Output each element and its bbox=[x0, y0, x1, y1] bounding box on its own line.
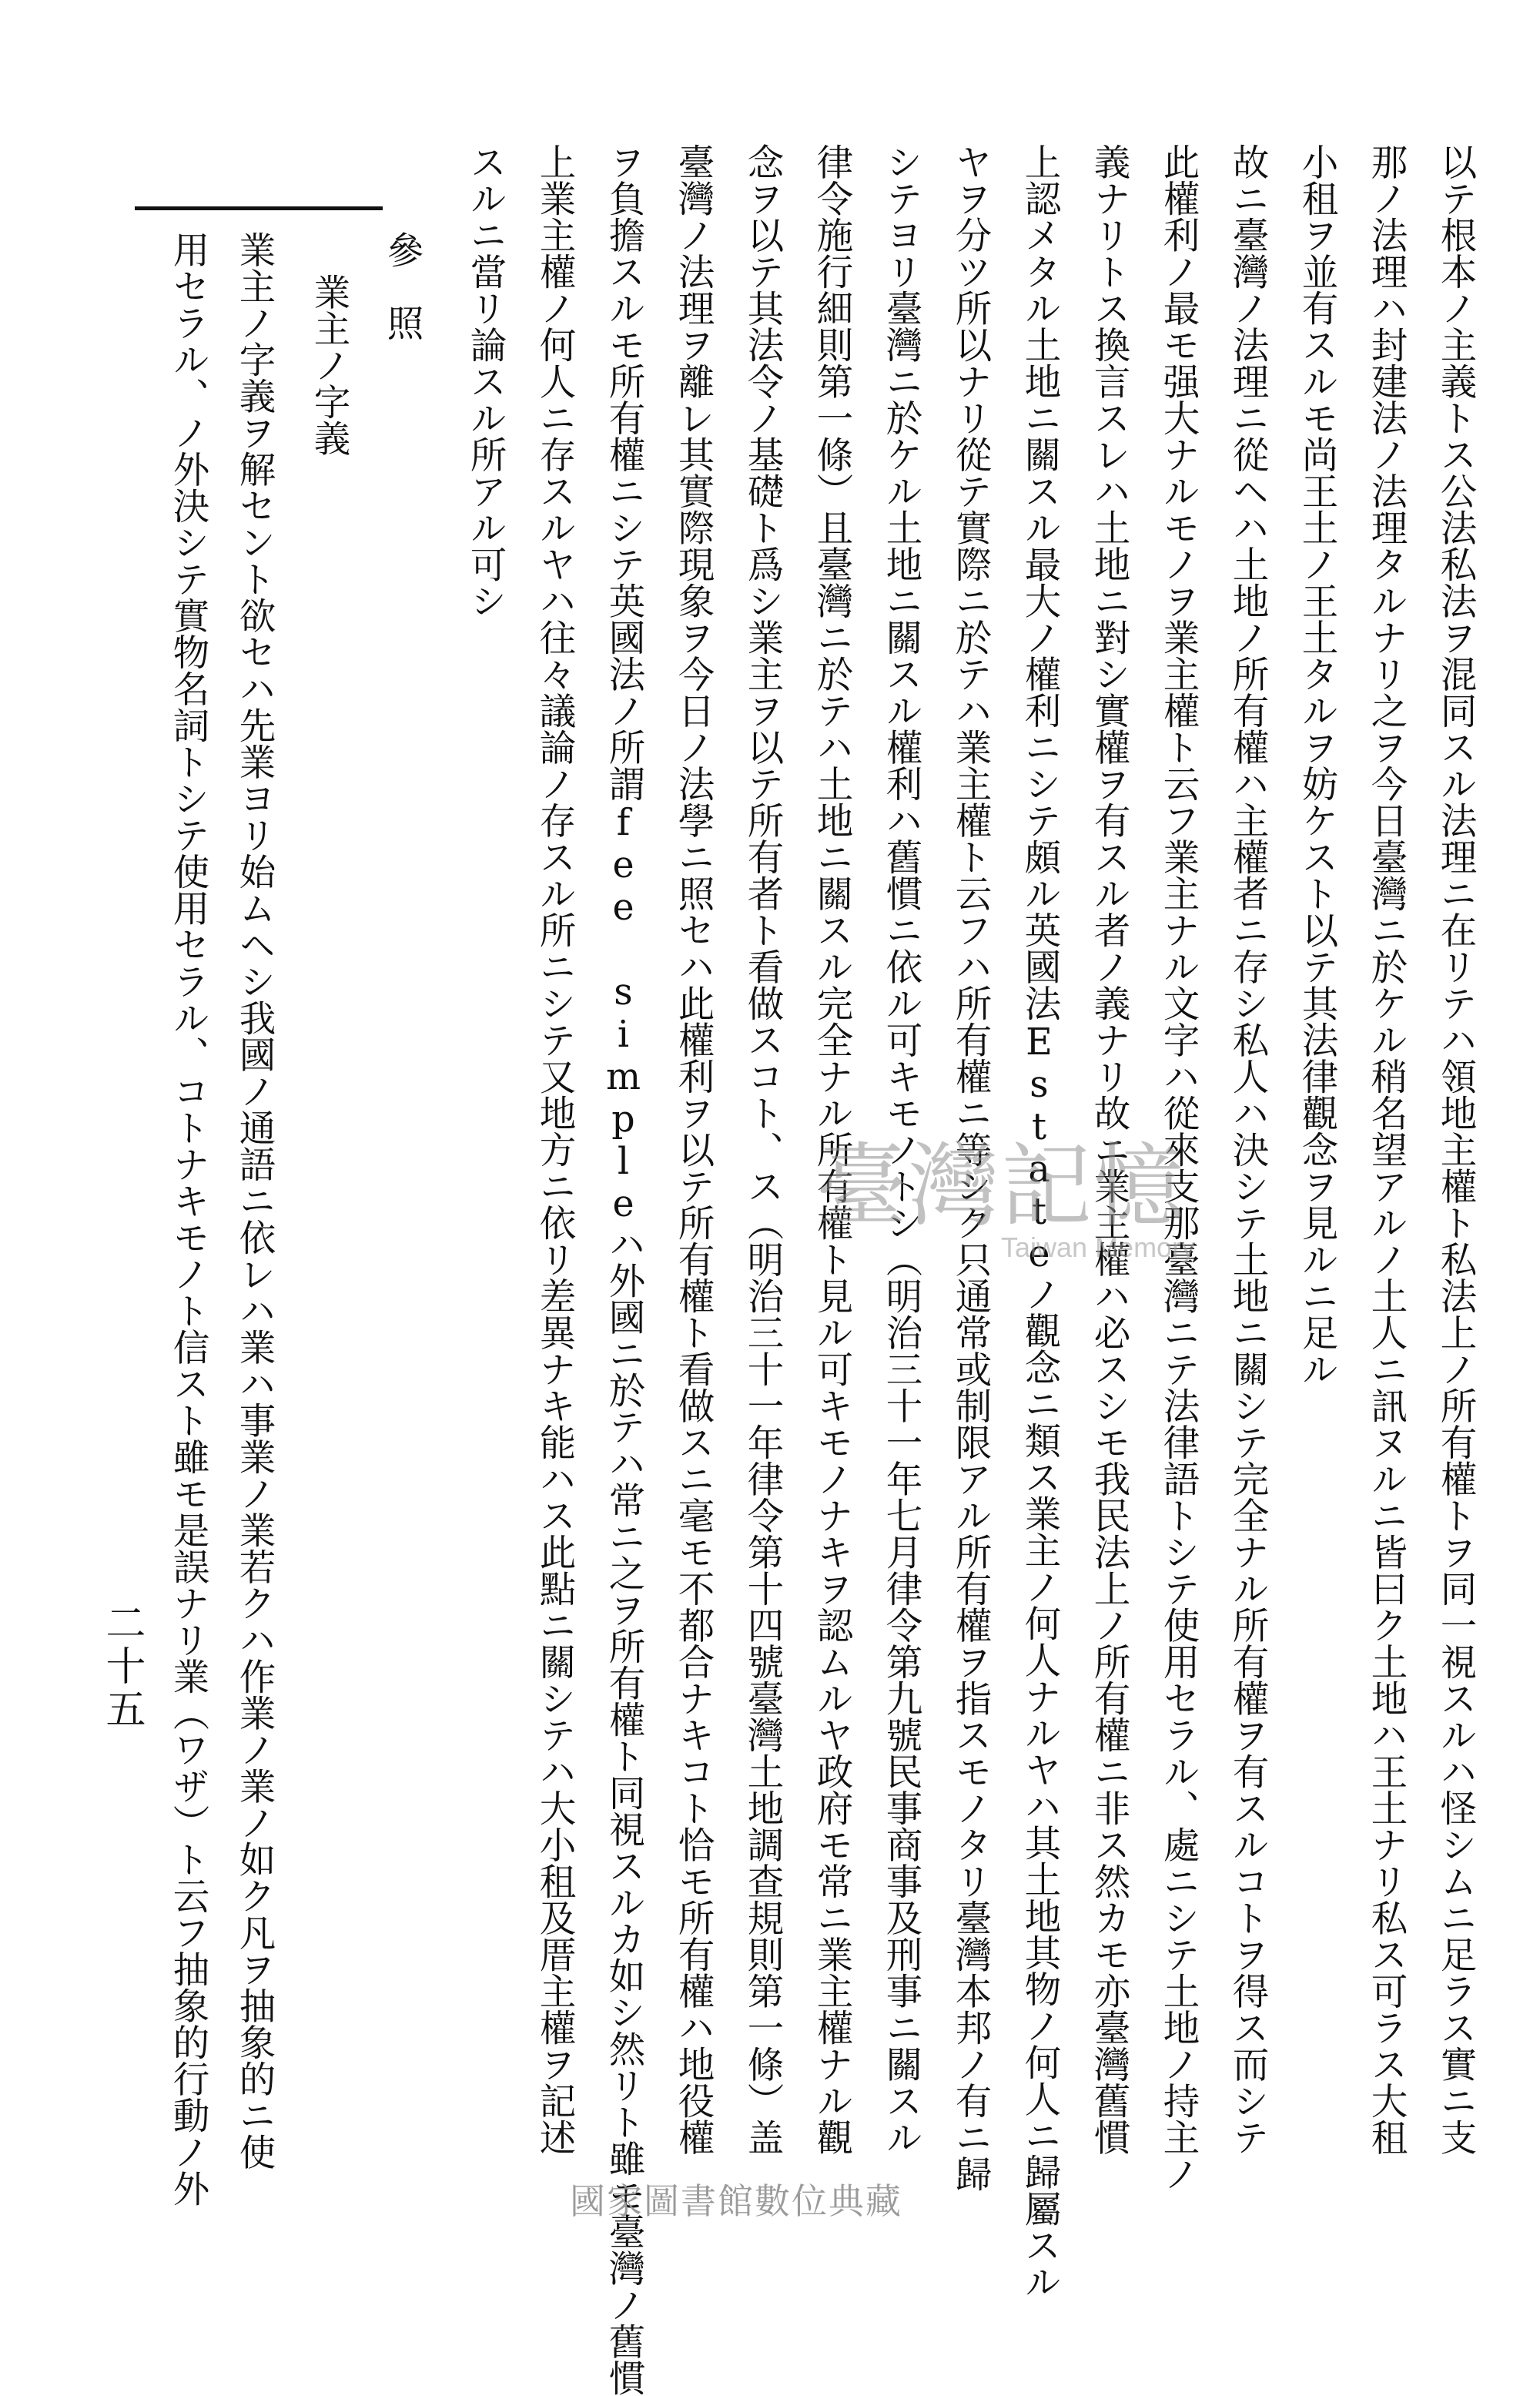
reference-line-2: 用セラル、ノ外決シテ實物名詞トシテ使用セラル、コトナキモノト信スト雖モ是誤ナリ業（ワザ）ト云フ抽象的行動ノ外 bbox=[166, 231, 209, 2207]
body-column-14: 上業主權ノ何人ニ存スルヤハ往々議論ノ存スル所ニシテ又地方ニ依リ差異ナキ能ハス此點ニ關シテハ大小租及厝主權ヲ記述 bbox=[533, 143, 575, 2156]
reference-line-1: 業主ノ字義ヲ解セント欲セハ先業ヨリ始ムヘシ我國ノ通語ニ依レハ業ハ事業ノ業若クハ作業ノ業ノ如ク凡ヲ抽象的ニ使 bbox=[233, 231, 275, 2170]
reference-heading: 參 照 bbox=[380, 231, 423, 341]
section-divider bbox=[135, 206, 383, 210]
body-column-7: 上認メタル土地ニ關スル最大ノ權利ニシテ頗ル英國法Estateノ觀念ニ類ス業主ノ何人ナルヤハ其土地其物ノ何人ニ歸屬スル bbox=[1018, 143, 1060, 2300]
body-column-9: シテヨリ臺灣ニ於ケル土地ニ關スル權利ハ舊慣ニ依ル可キモノトシ（明治三十一年七月律令第九號民事商事及刑事ニ關スル bbox=[879, 143, 922, 2156]
taiwan-memory-watermark bbox=[816, 1132, 1217, 1286]
body-column-13: ヲ負擔スルモ所有權ニシテ英國法ノ所謂fee simpleハ外國ニ於テハ常ニ之ヲ所有權ト同視スルカ如シ然リト雖モ臺灣ノ舊慣 bbox=[602, 143, 644, 2396]
body-column-11: 念ヲ以テ其法令ノ基礎ト爲シ業主ヲ以テ所有者ト看做スコト、ス（明治三十一年律令第十四號臺灣土地調查規則第一條）盖 bbox=[741, 143, 783, 2156]
body-column-12: 臺灣ノ法理ヲ離レ其實際現象ヲ今日ノ法學ニ照セハ此權利ヲ以テ所有權ト看做スニ毫モ不都合ナキコト恰モ所有權ハ地役權 bbox=[671, 143, 714, 2156]
body-column-5: 此權利ノ最モ强大ナルモノヲ業主權ト云フ業主ナル文字ハ從來支那臺灣ニテ法律語トシテ使用セラル、處ニシテ土地ノ持主ノ bbox=[1157, 143, 1199, 2192]
body-column-4: 故ニ臺灣ノ法理ニ從ヘハ土地ノ所有權ハ主權者ニ存シ私人ハ決シテ土地ニ關シテ完全ナル所有權ヲ有スルコトヲ得ス而シテ bbox=[1226, 143, 1268, 2156]
body-column-6: 義ナリトス換言スレハ土地ニ對シ實權ヲ有スル者ノ義ナリ故ニ業主權ハ必スシモ我民法上ノ所有權ニ非ス然カモ亦臺灣舊慣 bbox=[1087, 143, 1130, 2156]
watermark-chinese-text: 臺灣記憶 bbox=[816, 1133, 1187, 1239]
watermark-english-text: Taiwan Memory bbox=[1001, 1232, 1196, 1263]
body-column-15: スルニ當リ論スル所アル可シ bbox=[464, 143, 506, 619]
body-column-2: 那ノ法理ハ封建法ノ法理タルナリ之ヲ今日臺灣ニ於ケル稍名望アルノ土人ニ訊ヌルニ皆曰ク土地ハ王土ナリ私ス可ラス大租 bbox=[1364, 143, 1407, 2156]
body-column-1: 以テ根本ノ主義トス公法私法ヲ混同スル法理ニ在リテハ領地主權ト私法上ノ所有權トヲ同一視スルハ怪シムニ足ラス實ニ支 bbox=[1434, 143, 1476, 2156]
body-column-8: ヤヲ分ツ所以ナリ從テ實際ニ於テハ業主權ト云フハ所有權ニ等シク只通常或制限アル所有權ヲ指スモノタリ臺灣本邦ノ有ニ歸 bbox=[949, 143, 991, 2192]
page-number: 二十五 bbox=[99, 1602, 145, 1731]
body-column-10: 律令施行細則第一條）且臺灣ニ於テハ土地ニ關スル完全ナル所有權ト見ル可キモノナキヲ認ムルヤ政府モ常ニ業主權ナル觀 bbox=[810, 143, 852, 2156]
body-column-3: 小租ヲ並有スルモ尚王土ノ王土タルヲ妨ケスト以テ其法律觀念ヲ見ルニ足ル bbox=[1295, 143, 1337, 1387]
reference-subheading: 業主ノ字義 bbox=[307, 273, 350, 457]
library-collection-mark: 國家圖書館數位典藏 bbox=[570, 2180, 902, 2222]
